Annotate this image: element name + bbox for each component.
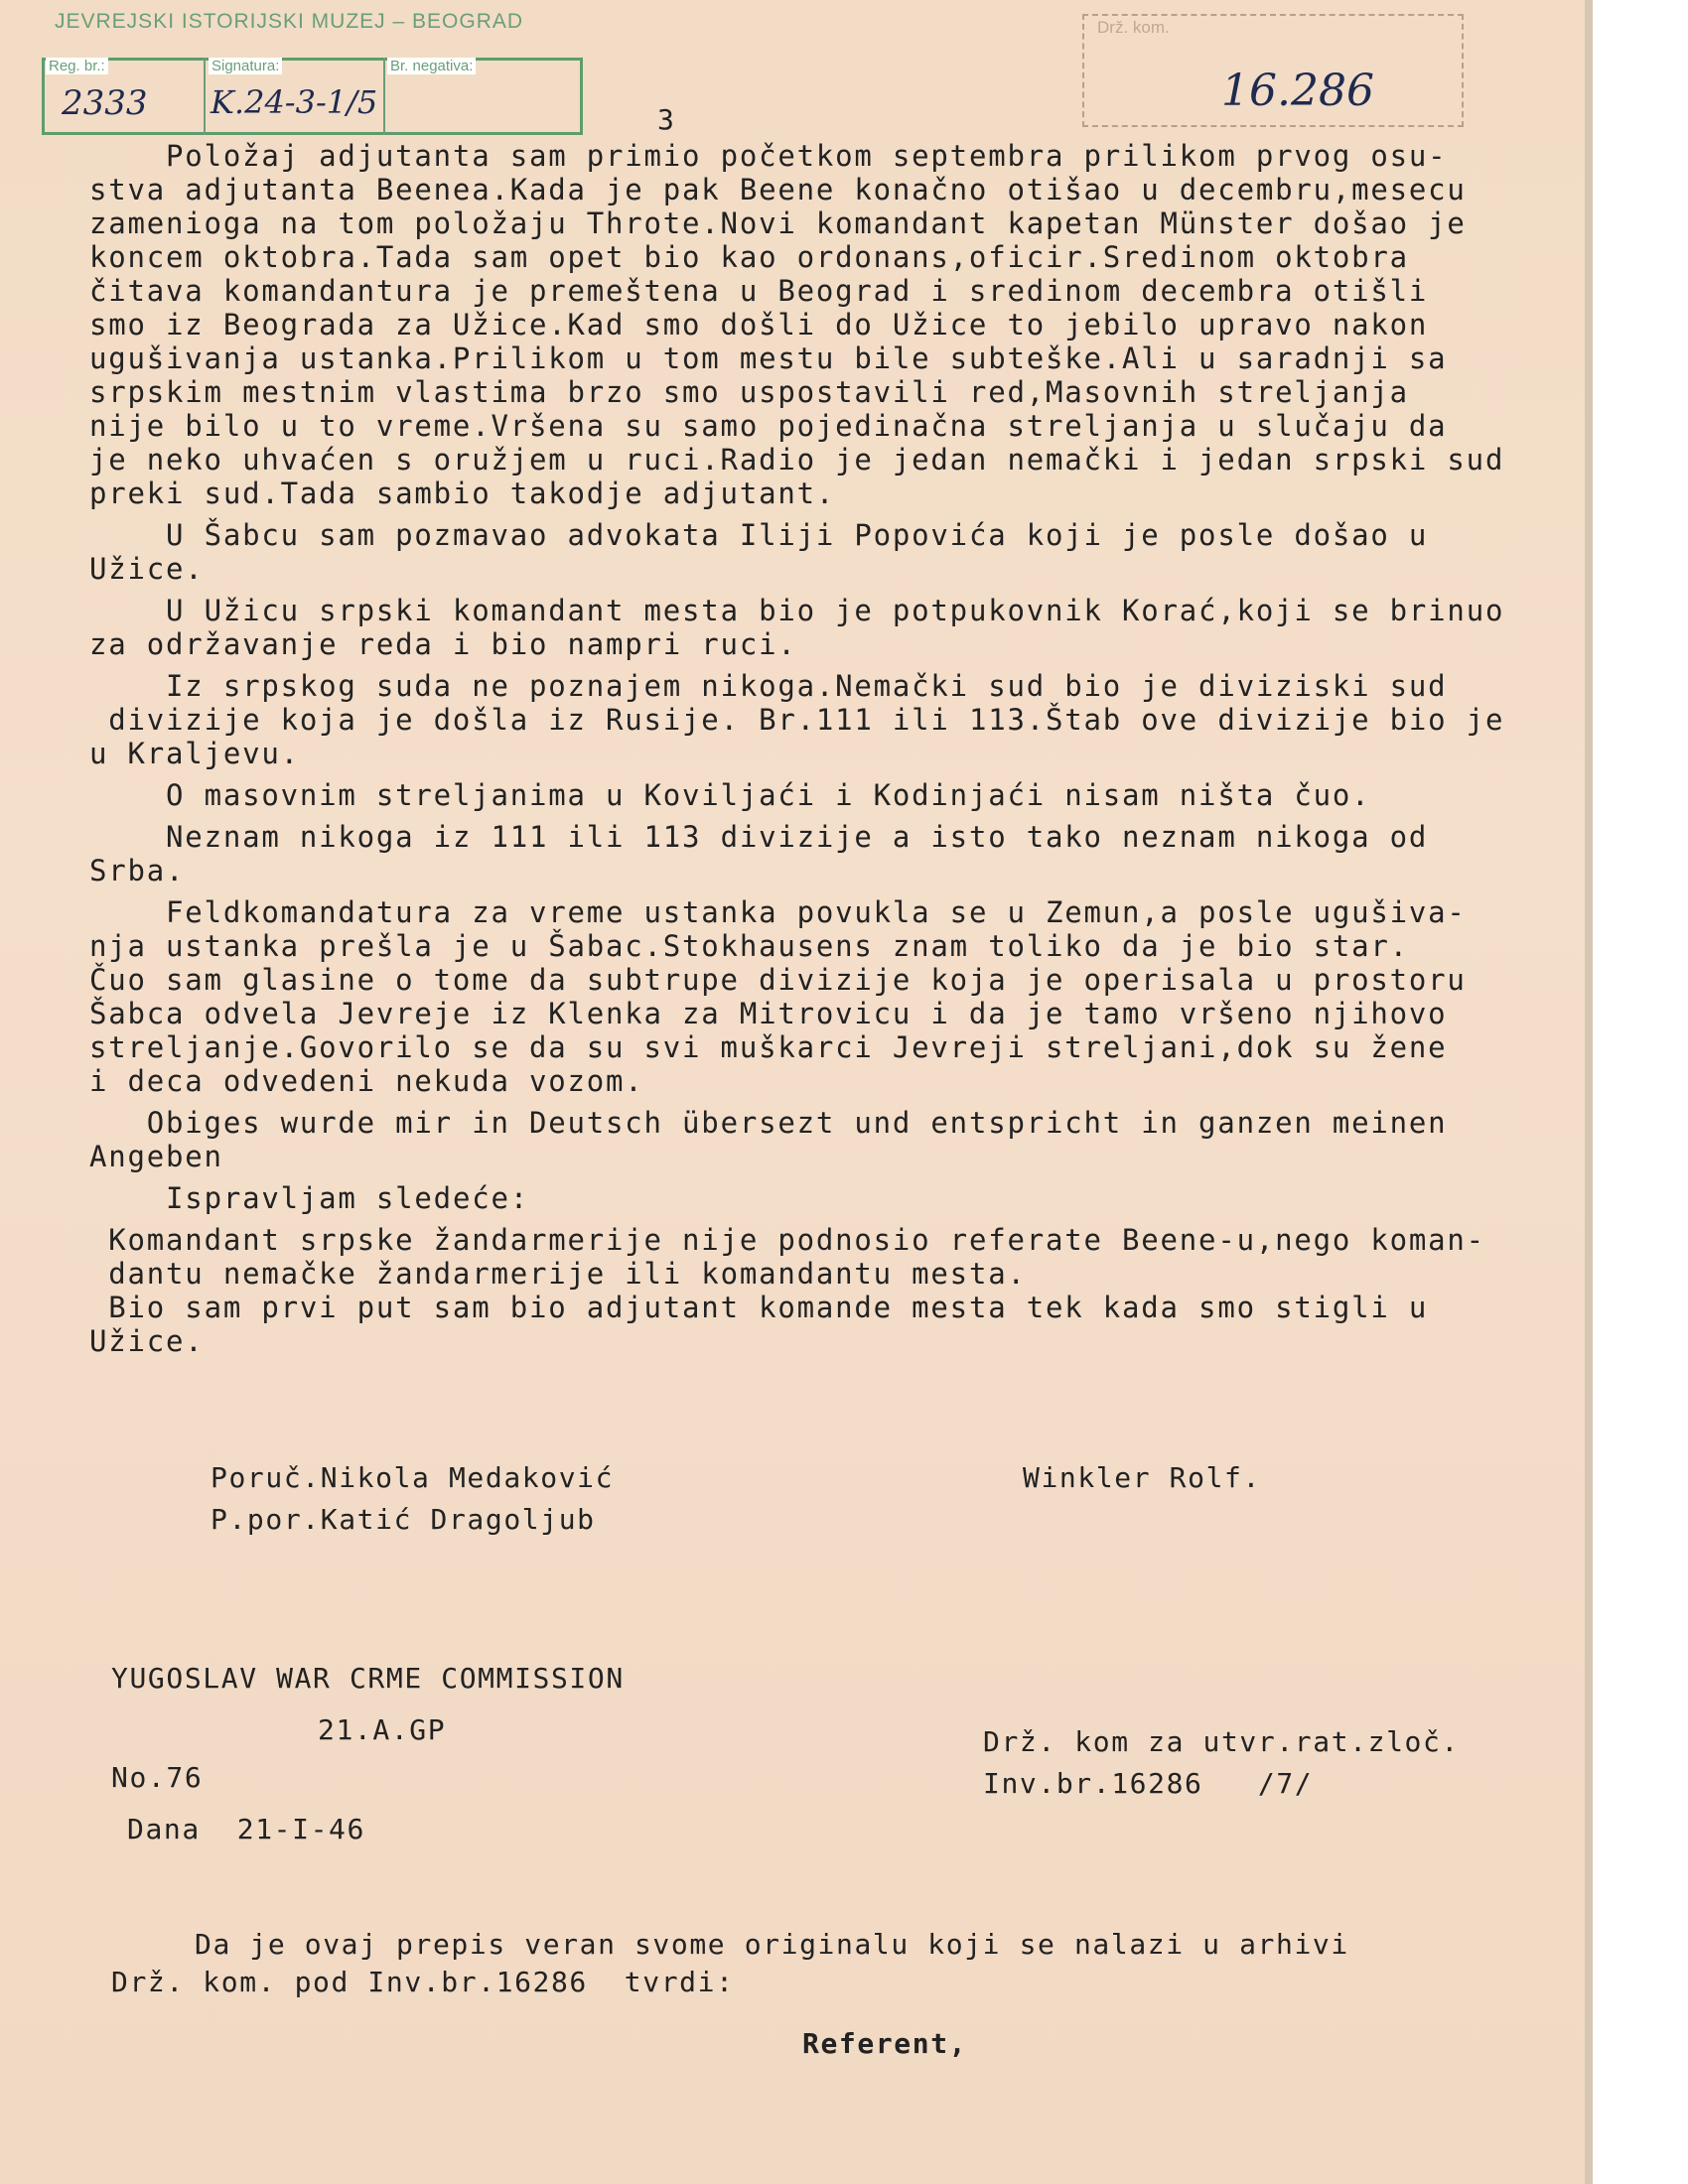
commission-number: No.76 (111, 1761, 204, 1794)
paragraph: O masovnim streljanima u Koviljaći i Kodinjaći nisam ništa čuo. (89, 778, 1371, 812)
signature-left-2: P.por.Katić Dragoljub (211, 1503, 596, 1536)
stamp-reg-value: 2333 (62, 83, 148, 123)
handwritten-inventory-number: 16.286 (1221, 66, 1374, 116)
signature-left-1: Poruč.Nikola Medaković (211, 1461, 615, 1494)
page-number: 3 (657, 103, 674, 136)
stamp-divider (383, 58, 385, 135)
certification-line-1: Da je ovaj prepis veran svome originalu koji se nalazi u arhivi (195, 1928, 1349, 1961)
paragraph: Iz srpskog suda ne poznajem nikoga.Nemački sud bio je diviziski sud divizije koja je došla iz Rusije. Br.111 ili 113.Štab ove divizije bio je u Kraljevu. (89, 669, 1505, 770)
museum-stamp-header: JEVREJSKI ISTORIJSKI MUZEJ – BEOGRAD (55, 10, 524, 33)
commission-date: Dana 21-I-46 (127, 1813, 365, 1845)
commission-right-line-2: Inv.br.16286 /7/ (983, 1767, 1314, 1800)
commission-code: 21.A.GP (318, 1713, 447, 1746)
paragraph: U Šabcu sam pozmavao advokata Iliji Popovića koji je posle došao u Užice. (89, 518, 1429, 586)
stamp-divider (204, 58, 206, 135)
certification-line-2: Drž. kom. pod Inv.br.16286 tvrdi: (111, 1966, 735, 1998)
stamp-reg-label: Reg. br.: (46, 58, 108, 74)
archive-stamp-label: Drž. kom. (1097, 18, 1170, 37)
paragraph: Feldkomandatura za vreme ustanka povukla se u Zemun,a posle ugušiva- nja ustanka prešla je u Šabac.Stokhausens znam toliko da je bio star. Čuo sam glasine o tome da subtrupe divizije koja je operisala u prostoru Šabca odvela Jevreje iz Klenka za Mitrovicu i da je tamo vršeno njihovo streljanje.Govorilo se da su svi muškarci Jevreji streljani,dok su žene i deca odvedeni nekuda vozom. (89, 895, 1467, 1098)
stamp-signature-label: Signatura: (209, 58, 282, 74)
paragraph: Neznam nikoga iz 111 ili 113 divizije a isto tako neznam nikoga od Srba. (89, 820, 1429, 887)
paragraph: Položaj adjutanta sam primio početkom septembra prilikom prvog osu- stva adjutanta Beenea.Kada je pak Beene konačno otišao u decembru,mesecu zamenioga na tom položaju Throte.Novi komandant kapetan Münster došao je koncem oktobra.Tada sam opet bio kao ordonans,oficir.Sredinom oktobra čitava komandantura je premeštena u Beograd i sredinom decembra otišli smo iz Beograda za Užice.Kad smo došli do Užice to jebilo upravo nakon ugušivanja ustanka.Prilikom u tom mestu bile subteške.Ali u saradnji sa srpskim mestnim vlastima brzo smo uspostavili red,Masovnih streljanja nije bilo u to vreme.Vršena su samo pojedinačna streljanja u slučaju da je neko uhvaćen s oružjem u ruci.Radio je jedan nemački i jedan srpski sud preki sud.Tada sambio takodje adjutant. (89, 139, 1505, 510)
signature-right: Winkler Rolf. (1023, 1461, 1261, 1494)
paragraph: U Užicu srpski komandant mesta bio je potpukovnik Korać,koji se brinuo za održavanje reda i bio nampri ruci. (89, 594, 1505, 661)
paragraph: Komandant srpske žandarmerije nije podnosio referate Beene-u,nego koman- dantu nemačke žandarmerije ili komandantu mesta. Bio sam prvi put sam bio adjutant komande mesta tek kada smo stigli u Užice. (89, 1223, 1485, 1358)
stamp-negative-label: Br. negativa: (387, 58, 476, 74)
stamp-signature-value: K.24-3-1/5 (211, 83, 378, 121)
commission-right-line-1: Drž. kom za utvr.rat.zloč. (983, 1725, 1460, 1758)
statement-body (89, 139, 1559, 1366)
paragraph: Ispravljam sledeće: (89, 1181, 529, 1215)
commission-name: YUGOSLAV WAR CRME COMMISSION (111, 1662, 625, 1695)
paragraph: Obiges wurde mir in Deutsch übersezt und entspricht in ganzen meinen Angeben (89, 1106, 1448, 1173)
referent-label: Referent, (802, 2027, 968, 2060)
page-edge (1585, 0, 1593, 2184)
